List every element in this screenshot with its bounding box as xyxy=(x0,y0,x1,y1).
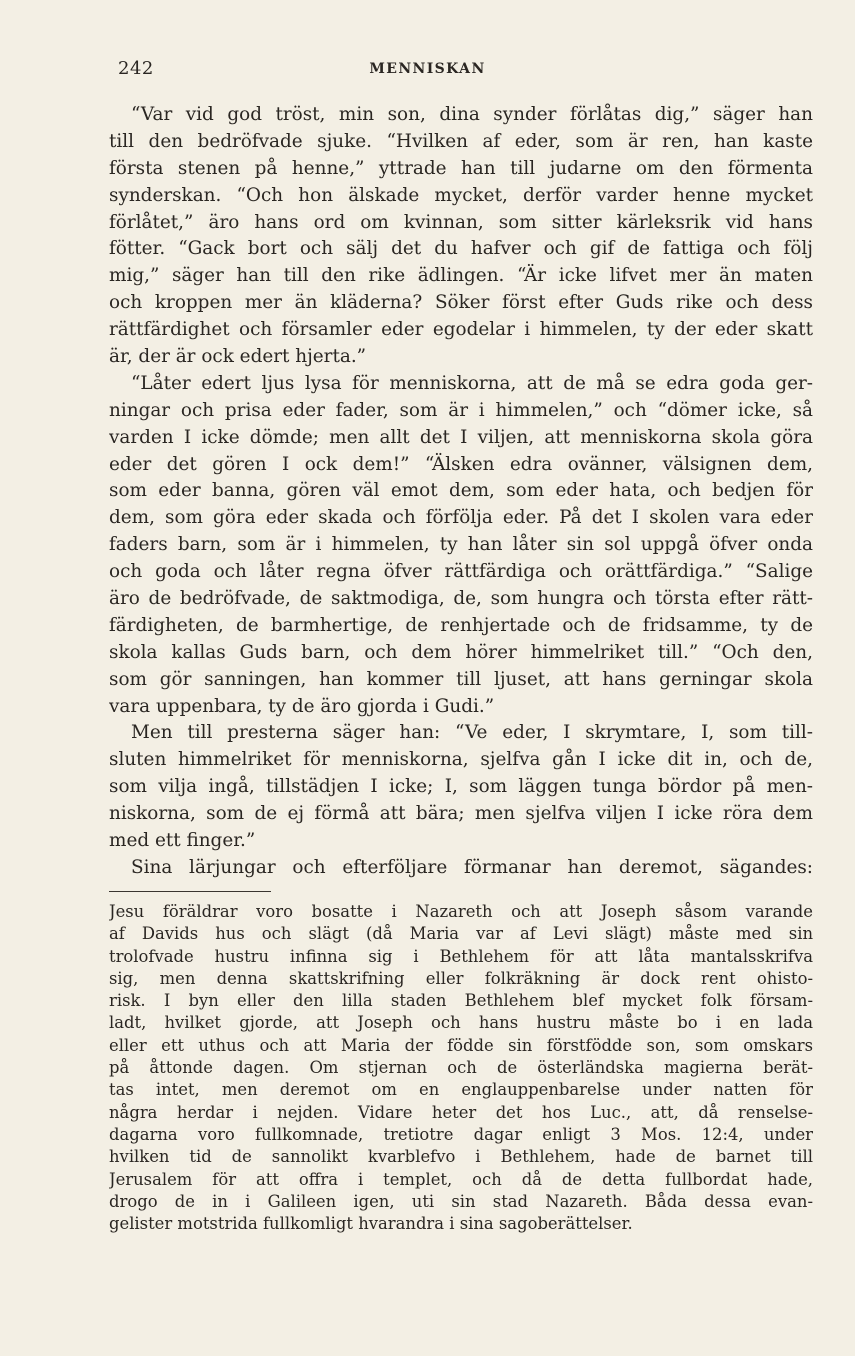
footnote-line: dagarna voro fullkomnade, tretiotre dagar enligt 3 Mos. 12:4, under xyxy=(109,1124,813,1144)
text-line: dem, som göra eder skada och förfölja eder. På det I skolen vara eder xyxy=(109,507,813,529)
footnote-line: på åttonde dagen. Om stjernan och de österländska magierna berät- xyxy=(109,1058,813,1078)
text-line: och goda och låter regna öfver rättfärdiga och orättfärdiga.” “Salige xyxy=(109,561,813,583)
text-line: “Var vid god tröst, min son, dina synder förlåtas dig,” säger han xyxy=(131,104,813,125)
footnote-line: Jesu föräldrar voro bosatte i Nazareth och att Joseph såsom varande xyxy=(109,902,813,921)
text-line: fötter. “Gack bort och sälj det du hafver och gif de fattiga och följ xyxy=(109,238,813,260)
text-line: som vilja ingå, tillstädjen I icke; I, som läggen tunga bördor på men- xyxy=(109,776,813,798)
text-line: “Låter edert ljus lysa för menniskorna, att de må se edra goda ger- xyxy=(131,372,813,394)
text-line: vara uppenbara, ty de äro gjorda i Gudi.” xyxy=(109,695,495,717)
text-line: ningar och prisa eder fader, som är i himmelen,” och “dömer icke, så xyxy=(109,399,813,421)
text-line: som gör sanningen, han kommer till ljuset, att hans gerningar skola xyxy=(109,668,813,690)
text-line: mig,” säger han till den rike ädlingen. “Är icke lifvet mer än maten xyxy=(109,265,813,287)
footnote-line: drogo de in i Galileen igen, uti sin stad Nazareth. Båda dessa evan- xyxy=(109,1191,813,1211)
text-line: med ett finger.” xyxy=(109,830,256,852)
text-line: niskorna, som de ej förmå att bära; men sjelfva viljen I icke röra dem xyxy=(109,803,813,825)
footnote-line: Jerusalem för att offra i templet, och då de detta fullbordat hade, xyxy=(109,1169,813,1189)
text-line: varden I icke dömde; men allt det I viljen, att menniskorna skola göra xyxy=(109,426,813,448)
footnote-line: tas intet, men deremot om en englauppenbarelse under natten för xyxy=(109,1080,813,1100)
text-line: är, der är ock edert hjerta.” xyxy=(109,346,367,368)
text-line: synderskan. “Och hon älskade mycket, derför varder henne mycket xyxy=(109,184,813,206)
text-line: sluten himmelriket för menniskorna, sjelfva gån I icke dit in, och de, xyxy=(109,749,813,771)
footnote xyxy=(109,901,813,1235)
text-line: förlåtet,” äro hans ord om kvinnan, som sitter kärleksrik vid hans xyxy=(109,211,813,233)
text-line: eder det gören I ock dem!” “Älsken edra ovänner, välsignen dem, xyxy=(109,453,813,475)
text-line: och kroppen mer än kläderna? Söker först efter Guds rike och dess xyxy=(109,292,813,314)
text-line: Men till presterna säger han: “Ve eder, I skrymtare, I, som till- xyxy=(131,722,813,744)
footnote-line: risk. I byn eller den lilla staden Bethlehem blef mycket folk försam- xyxy=(109,991,813,1011)
footnote-line: sig, men denna skattskrifning eller folkräkning är dock rent ohisto- xyxy=(109,968,813,988)
text-line: färdigheten, de barmhertige, de renhjertade och de fridsamme, ty de xyxy=(109,614,813,636)
text-line: som eder banna, gören väl emot dem, som eder hata, och bedjen för xyxy=(109,480,813,502)
footnote-line: eller ett uthus och att Maria der födde sin förstfödde son, som omskars xyxy=(109,1035,813,1055)
footnote-line: af Davids hus och slägt (då Maria var af Levi slägt) måste med sin xyxy=(109,924,813,944)
text-line: första stenen på henne,” yttrade han till judarne om den förmenta xyxy=(109,157,813,179)
running-head: MENNISKAN xyxy=(369,61,486,77)
footnote-line: hvilken tid de sannolikt kvarblefvo i Bethlehem, hade de barnet till xyxy=(109,1147,813,1167)
main-text xyxy=(109,102,813,882)
footnote-line: några herdar i nejden. Vidare heter det hos Luc., att, då renselse- xyxy=(109,1102,813,1122)
text-line: skola kallas Guds barn, och dem hörer himmelriket till.” “Och den, xyxy=(109,641,813,663)
footnote-divider xyxy=(109,891,271,892)
footnote-line: gelister motstrida fullkomligt hvarandra i sina sagoberättelser. xyxy=(109,1214,633,1234)
text-line: faders barn, som är i himmelen, ty han låter sin sol uppgå öfver onda xyxy=(109,534,813,556)
text-line: äro de bedröfvade, de saktmodiga, de, som hungra och törsta efter rätt- xyxy=(109,588,813,610)
footnote-line: ladt, hvilket gjorde, att Joseph och hans hustru måste bo i en lada xyxy=(109,1013,813,1033)
page-number: 242 xyxy=(118,58,154,79)
text-line: till den bedröfvade sjuke. “Hvilken af eder, som är ren, han kaste xyxy=(109,130,813,152)
footnote-line: trolofvade hustru infinna sig i Bethlehem för att låta mantalsskrifva xyxy=(109,946,813,966)
text-line: rättfärdighet och församler eder egodelar i himmelen, ty der eder skatt xyxy=(109,319,813,341)
text-line: Sina lärjungar och efterföljare förmanar han deremot, sägandes: xyxy=(131,856,813,878)
